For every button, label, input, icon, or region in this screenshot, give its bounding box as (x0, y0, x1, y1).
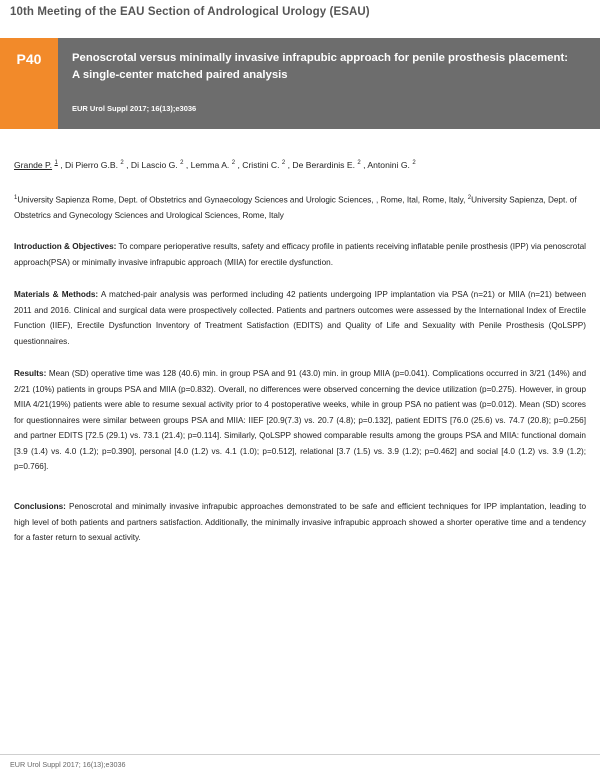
author-name: Di Pierro G.B. (64, 160, 118, 170)
author-name: Lemma A. (190, 160, 230, 170)
abstract-code-badge: P40 (0, 38, 58, 129)
author-affiliation-sup: 2 (231, 160, 236, 167)
author-name: Cristini C. (242, 160, 280, 170)
section-heading: Materials & Methods: (14, 290, 99, 299)
author-list: Grande P. $^1$ , Di Pierro G.B. $^2$ , Di Lascio G. $^2$ , Lemma A. $^2$ , Cristini C. $^2$ , De Berardinis E. $^2$ , Antonini G. $^2$ (14, 160, 416, 170)
affiliation-2: University Sapienza, Dept. of Obstetrics and Gynecology Sciences and Urological Sciences, Rome, Italy (14, 195, 577, 221)
abstract-title: Penoscrotal versus minimally invasive infrapubic approach for penile prosthesis placement: A single-center matched paired analysis (72, 52, 568, 81)
section-introduction (14, 239, 586, 270)
section-heading: Conclusions: (14, 502, 66, 511)
author-name: Di Lascio G. (130, 160, 178, 170)
author-affiliation-sup: 2 (357, 160, 361, 167)
footer-reference: EUR Urol Suppl 2017; 16(13);e3036 (10, 760, 126, 769)
affiliation-1: University Sapienza Rome, Dept. of Obstetrics and Gynaecology Sciences and Urologic Sciences, , Rome, Ital, Rome, Italy, (17, 195, 466, 205)
author-name: Antonini G. (367, 160, 410, 170)
abstract-banner (0, 38, 600, 129)
author-affiliation-sup: 2 (281, 160, 286, 167)
section-heading: Introduction & Objectives: (14, 242, 117, 251)
affiliations (14, 191, 586, 224)
section-heading: Results: (14, 369, 47, 378)
author-affiliation-sup: 1 (54, 160, 58, 167)
section-methods (14, 287, 586, 349)
meeting-title: 10th Meeting of the EAU Section of Andrological Urology (ESAU) (10, 6, 370, 18)
journal-reference: EUR Urol Suppl 2017; 16(13);e3036 (72, 104, 197, 113)
author-affiliation-sup: 2 (180, 160, 184, 167)
author-affiliation-sup: 2 (120, 160, 124, 167)
author-affiliation-sup: 2 (412, 160, 416, 167)
section-text: Penoscrotal and minimally invasive infrapubic approaches demonstrated to be safe and efficient techniques for IPP implantation, leading to high level of both patients and partners satisfaction. Additionally, the minimally invasive infrapubic approach showed a shorter operative time and a tendency for a faster return to sexual activity. (14, 502, 586, 542)
author-name: De Berardinis E. (292, 160, 355, 170)
author-name: Grande P. (14, 160, 53, 170)
section-text: Mean (SD) operative time was 128 (40.6) min. in group PSA and 91 (43.0) min. in group MIIA (p=0.041). Complications occurred in 3/21 (14%) and 2/21 (10%) patients in groups PSA and MIIA (p=0.832). Overall, no differences were observed concerning the device utilization (p=0.275). However, in group MIIA 4/21(19%) patients were able to resume sexual activity prior to 4 postoperative weeks, while in group PSA no patient was (p=0.012). Mean (SD) scores for questionnaires were similar between groups PSA and MIIA: IIEF [20.9(7.3) vs. 20.7 (4.8); p=0.132], patient EDITS [76.0 (25.6) vs. 74.7 (20.8); p=0.256] and partner EDITS [72.5 (29.1) vs. 73.1 (21.4); p=0.114]. Similarly, QoLSPP showed comparable results among the groups PSA and MIIA: functional domain [3.9 (1.4) vs. 4.0 (1.2); p=0.390], personal [4.0 (1.2) vs. 4.1 (1.0); p=0.512], relational [3.7 (1.5) vs. 3.9 (1.2); p=0.462] and social [4.0 (1.2) vs. 3.9 (1.2); p=0.766]. (14, 369, 586, 471)
section-text: A matched-pair analysis was performed including 42 patients undergoing IPP implantation via PSA (n=21) or MIIA (n=21) between 2011 and 2016. Clinical and surgical data were prospectively collected. Patients and partners outcomes were assessed by the International Index of Erectile Function (IIEF), Erectile Dysfunction Inventory of Treatment Satisfaction (EDITS) and Quality of Life and Sexuality with Penile Prosthesis (QoLSPP) questionnaires. (14, 290, 587, 346)
page-footer (0, 754, 600, 769)
affiliation-sup: 2 (467, 195, 472, 201)
affiliation-sup: 1 (14, 195, 18, 201)
section-text: To compare perioperative results, safety and efficacy profile in patients receiving inflatable penile prosthesis (IPP) via penoscrotal approach(PSA) or minimally invasive infrapubic approach (MIIA) for erectile dysfunction. (14, 242, 586, 267)
section-results (14, 366, 586, 475)
section-conclusions (14, 499, 586, 546)
